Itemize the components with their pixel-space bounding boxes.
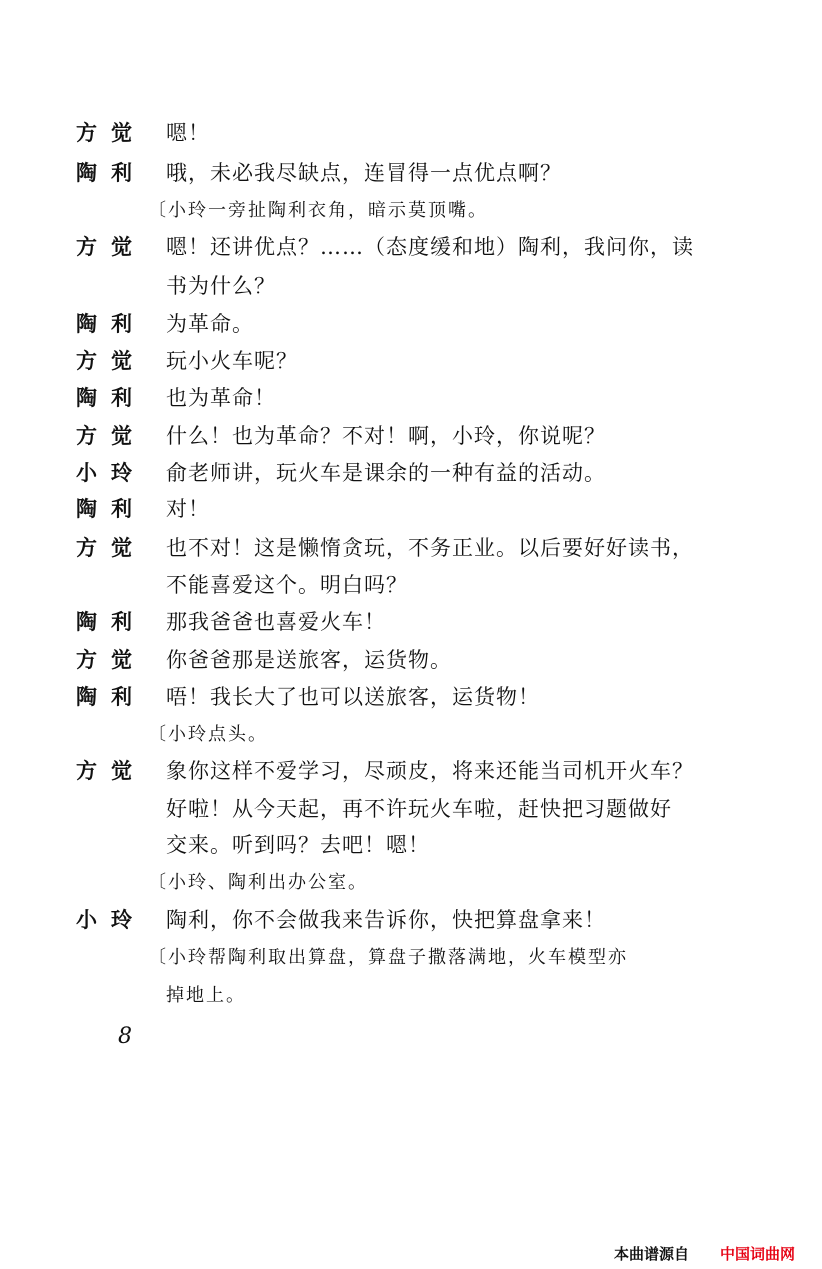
speaker-name: 陶利 (76, 161, 146, 185)
dialogue-text: 好啦！从今天起，再不许玩火车啦，赶快把习题做好 (166, 797, 672, 821)
dialogue-text: 也不对！这是懒惰贪玩，不务正业。以后要好好读书， (166, 536, 694, 560)
stage-direction-text: 〔小玲帮陶利取出算盘，算盘子撒落满地，火车模型亦 (148, 947, 628, 968)
dialogue-line (0, 603, 822, 641)
speaker-name: 方觉 (76, 424, 146, 448)
dialogue-text: 嗯！ (166, 121, 210, 145)
dialogue-line (0, 752, 822, 790)
speaker-name: 陶利 (76, 685, 146, 709)
dialogue-line (0, 114, 822, 152)
speaker-name: 陶利 (76, 312, 146, 336)
stage-direction-text: 〔小玲点头。 (148, 724, 268, 745)
dialogue-text: 嗯！还讲优点？……（态度缓和地）陶利，我问你，读 (166, 235, 694, 259)
speaker-name: 方觉 (76, 121, 146, 145)
dialogue-text: 玩小火车呢？ (166, 349, 298, 373)
speaker-name: 陶利 (76, 497, 146, 521)
stage-direction (0, 864, 822, 902)
dialogue-line (0, 305, 822, 343)
dialogue-text: 也为革命！ (166, 386, 276, 410)
dialogue-text: 为革命。 (166, 312, 254, 336)
stage-direction-text: 〔小玲、陶利出办公室。 (148, 872, 368, 893)
watermark-site-name: 中国词曲网 (720, 1245, 796, 1263)
dialogue-line (0, 641, 822, 679)
dialogue-line (0, 417, 822, 455)
dialogue-text: 什么！也为革命？不对！啊，小玲，你说呢？ (166, 424, 606, 448)
stage-direction (0, 716, 822, 754)
dialogue-line (0, 529, 822, 567)
continuation-line (0, 267, 822, 305)
dialogue-text: 那我爸爸也喜爱火车！ (166, 610, 386, 634)
speaker-name: 方觉 (76, 648, 146, 672)
continuation-line (0, 790, 822, 828)
dialogue-line (0, 901, 822, 939)
dialogue-line (0, 678, 822, 716)
dialogue-line (0, 379, 822, 417)
speaker-name: 方觉 (76, 536, 146, 560)
speaker-name: 方觉 (76, 759, 146, 783)
speaker-name: 小玲 (76, 908, 146, 932)
stage-direction (0, 939, 822, 977)
stage-direction (0, 977, 822, 1015)
stage-direction-text: 掉地上。 (166, 985, 246, 1006)
speaker-name: 陶利 (76, 386, 146, 410)
dialogue-text: 交来。听到吗？去吧！嗯！ (166, 833, 430, 857)
dialogue-line (0, 454, 822, 492)
dialogue-text: 书为什么？ (166, 274, 276, 298)
speaker-name: 方觉 (76, 349, 146, 373)
dialogue-line (0, 342, 822, 380)
speaker-name: 陶利 (76, 610, 146, 634)
watermark-source-label: 本曲谱源自 (614, 1245, 690, 1263)
dialogue-text: 唔！我长大了也可以送旅客，运货物！ (166, 685, 540, 709)
continuation-line (0, 826, 822, 864)
dialogue-line (0, 228, 822, 266)
dialogue-text: 你爸爸那是送旅客，运货物。 (166, 648, 452, 672)
dialogue-text: 象你这样不爱学习，尽顽皮，将来还能当司机开火车？ (166, 759, 694, 783)
page-number: 8 (118, 1024, 132, 1049)
stage-direction (0, 192, 822, 230)
dialogue-text: 对！ (166, 497, 210, 521)
stage-direction-text: 〔小玲一旁扯陶利衣角，暗示莫顶嘴。 (148, 200, 488, 221)
speaker-name: 方觉 (76, 235, 146, 259)
speaker-name: 小玲 (76, 461, 146, 485)
continuation-line (0, 566, 822, 604)
dialogue-line (0, 490, 822, 528)
dialogue-text: 俞老师讲，玩火车是课余的一种有益的活动。 (166, 461, 606, 485)
dialogue-text: 不能喜爱这个。明白吗？ (166, 573, 408, 597)
dialogue-text: 哦，未必我尽缺点，连冒得一点优点啊？ (166, 161, 562, 185)
dialogue-text: 陶利，你不会做我来告诉你，快把算盘拿来！ (166, 908, 606, 932)
dialogue-line (0, 154, 822, 192)
